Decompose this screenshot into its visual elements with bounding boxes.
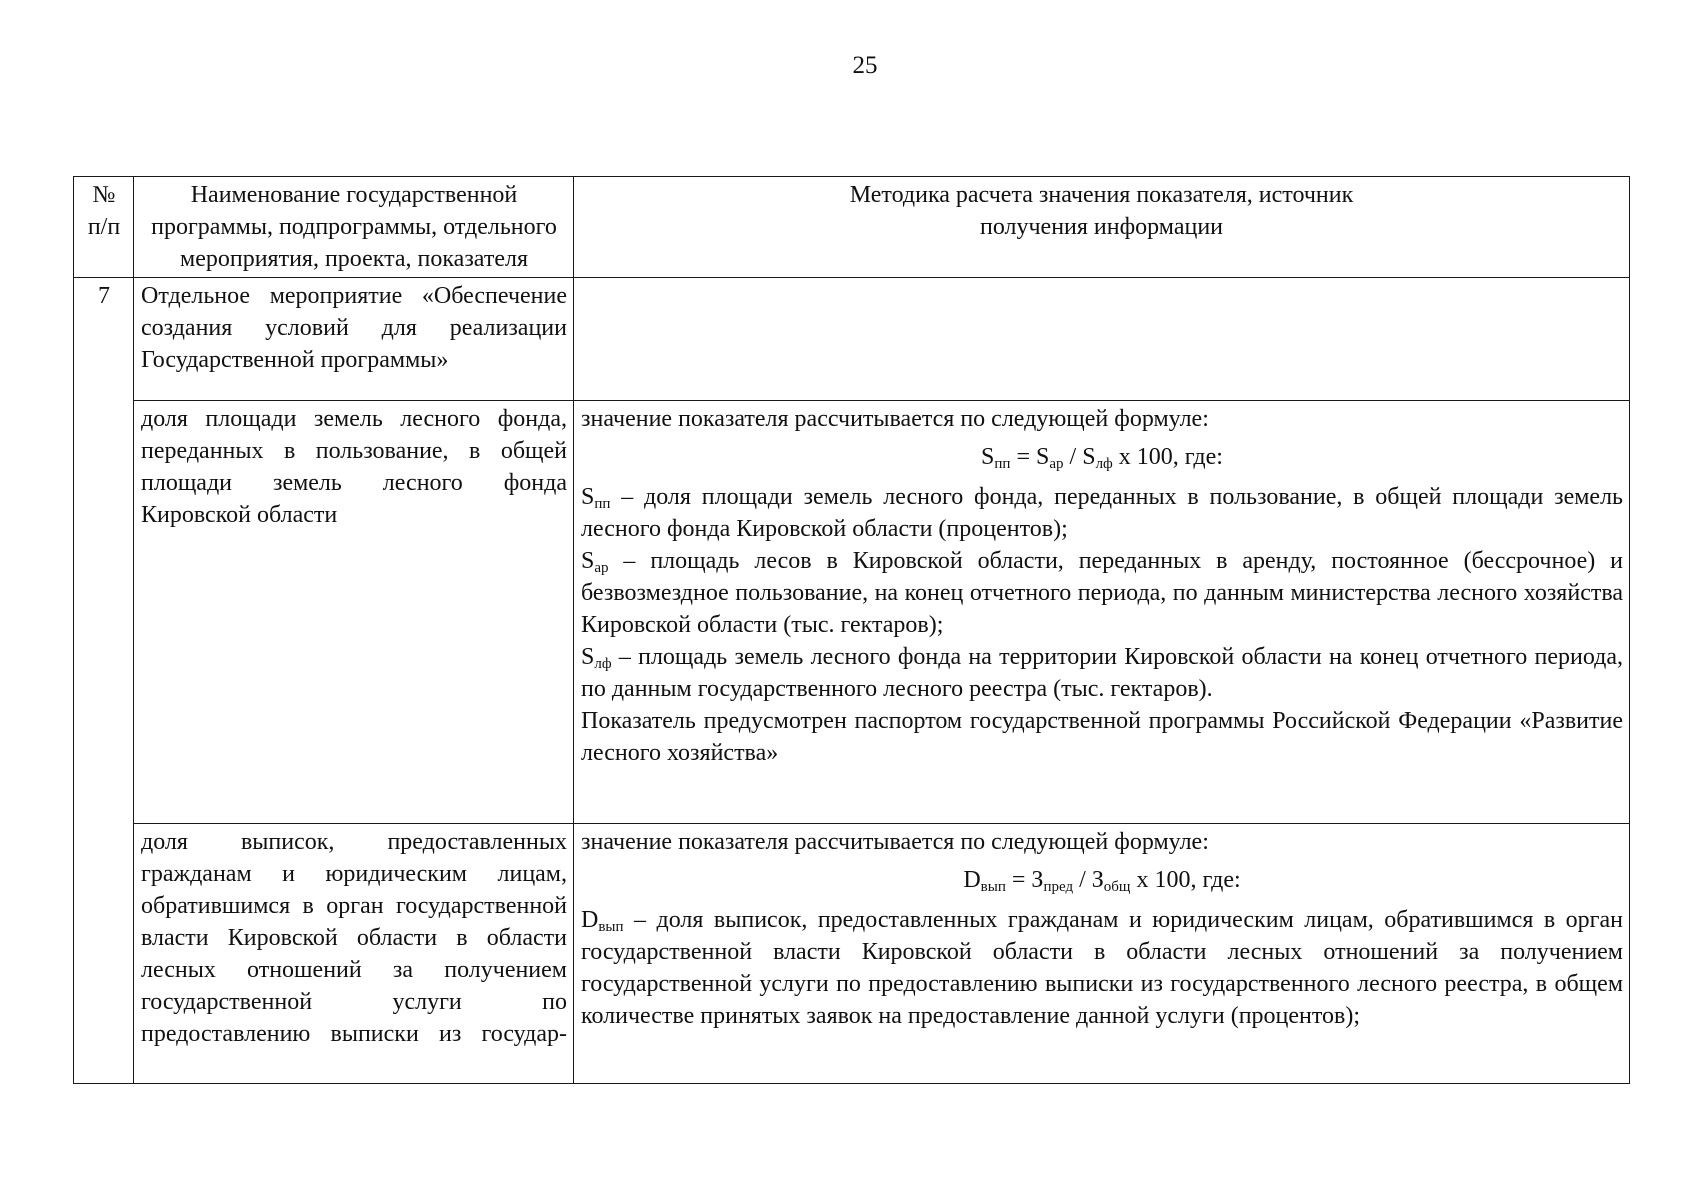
indicator2-method [574,824,1630,1084]
header-name: Наименование государственной программы, подпрограммы, отдельного мероприятия, проекта, показателя [134,177,574,278]
indicator-methodology-table [73,176,1630,1084]
table-row [74,824,1630,1084]
def-symbol: D [581,907,599,933]
formula-b-sub: лф [1095,456,1113,472]
indicator1-formula [581,441,1623,473]
indicator1-def [581,481,1623,545]
formula-a-sub: ар [1049,456,1064,472]
def-symbol: S [581,484,595,510]
def-text: – доля выписок, предоставленных гражданам и юридическим лицам, обратившимся в орган государственной власти Кировской области в области лесных отношений за получением государственной услуги по предоставлению выписки из государственного лесного реестра, в общем количестве принятых заявок на предоставление данной услуги (процентов); [581,907,1623,1029]
def-symbol: S [581,644,595,670]
def-symbol-sub: ар [594,560,609,576]
indicator1-intro: значение показателя рассчитывается по следующей формуле: [581,406,1209,432]
row-name: Отдельное мероприятие «Обеспечение создания условий для реализации Государственной программы» [134,278,574,401]
formula-b: З [1091,867,1104,893]
header-number: № п/п [74,177,134,278]
formula-a: S [1036,444,1050,470]
formula-lhs: S [981,444,995,470]
indicator1-note: Показатель предусмотрен паспортом государственной программы Российской Федерации «Развитие лесного хозяйства» [581,708,1623,766]
page-number: 25 [852,52,878,79]
formula-div: / [1073,867,1092,893]
formula-tail: х 100, где: [1112,444,1223,470]
indicator2-def [581,904,1623,1032]
def-symbol-sub: вып [598,919,624,935]
formula-tail: х 100, где: [1130,867,1241,893]
indicator1-def [581,545,1623,641]
formula-op: = [1005,867,1032,893]
table-row [74,278,1630,401]
formula-b-sub: общ [1103,879,1131,895]
indicator2-intro: значение показателя рассчитывается по следующей формуле: [581,829,1209,855]
formula-op: = [1010,444,1036,470]
def-text: – площадь лесов в Кировской области, переданных в аренду, постоянное (бессрочное) и безвозмездное пользование, на конец отчетного периода, по данным министерства лесного хозяйства Кировской области (тыс. гектаров); [581,548,1623,638]
formula-b: S [1082,444,1096,470]
formula-div: / [1063,444,1083,470]
def-text: – площадь земель лесного фонда на территории Кировской области на конец отчетного периода, по данным государственного лесного реестра (тыс. гектаров). [581,644,1623,702]
def-symbol-sub: лф [594,656,612,672]
indicator1-def [581,641,1623,705]
indicator2-formula [581,864,1623,896]
formula-lhs-sub: вып [980,879,1006,895]
def-text: – доля площади земель лесного фонда, переданных в пользование, в общей площади земель лесного фонда Кировской области (процентов); [581,484,1623,542]
indicator1-method [574,401,1630,824]
row-number: 7 [74,278,134,1084]
formula-lhs: D [963,867,981,893]
indicator2-name: доля выписок, предоставленных гражданам и юридическим лицам, обратившимся в орган государственной власти Кировской области в области лесных отношений за получением государственной услуги по предоставлению выписки из государ- [134,824,574,1084]
def-symbol-sub: пп [594,496,611,512]
def-symbol: S [581,548,595,574]
indicator1-name: доля площади земель лесного фонда, переданных в пользование, в общей площади земель лесного фонда Кировской области [134,401,574,824]
formula-lhs-sub: пп [994,456,1011,472]
table-header-row [74,177,1630,278]
header-method [574,177,1630,278]
formula-a: З [1031,867,1044,893]
table-row [74,401,1630,824]
formula-a-sub: пред [1043,879,1074,895]
header-method-text: Методика расчета значения показателя, источник получения информации [849,182,1354,240]
row-method [574,278,1630,401]
